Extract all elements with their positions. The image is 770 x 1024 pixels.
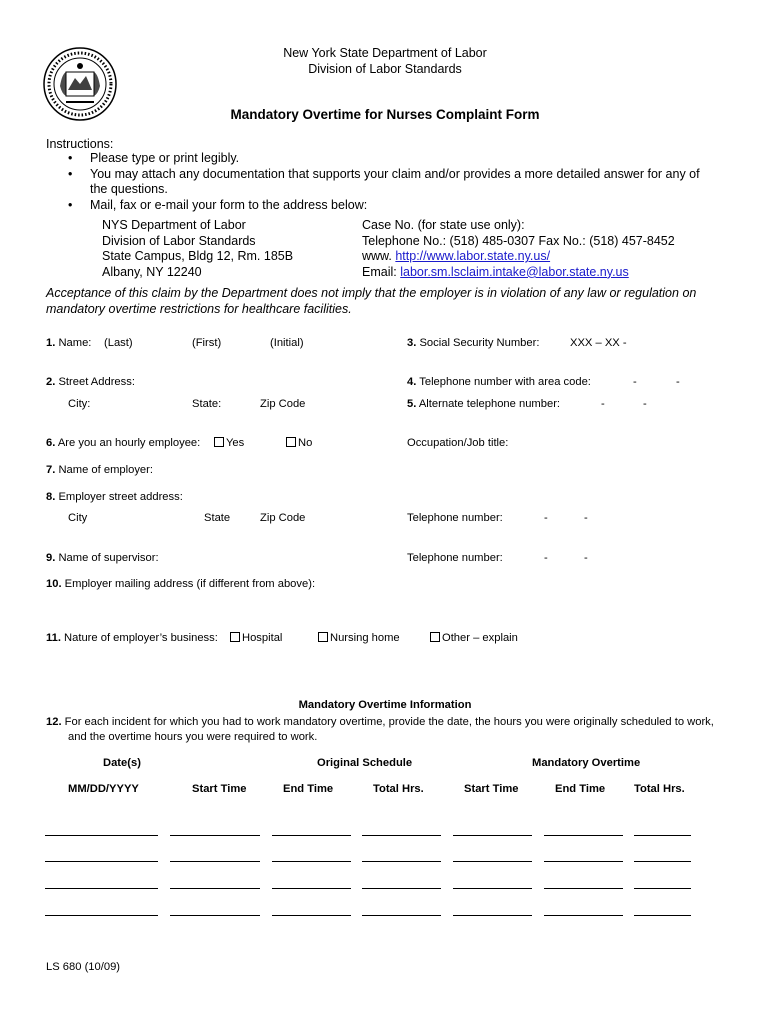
contact-block (362, 218, 675, 280)
q2-zip-label: Zip Code (260, 398, 306, 410)
q3-ssn-value: XXX – XX - (570, 337, 627, 349)
no-checkbox[interactable] (286, 437, 296, 447)
phone-dash: - (601, 398, 605, 410)
overtime-section-heading: Mandatory Overtime Information (298, 699, 472, 711)
group-header-dates: Date(s) (103, 757, 141, 769)
entry-line[interactable] (453, 835, 532, 836)
entry-line[interactable] (272, 888, 351, 889)
col-date: MM/DD/YYYY (68, 783, 139, 795)
col-end-original: End Time (283, 783, 334, 795)
case-number-label: Case No. (for state use only): (362, 218, 525, 232)
q10-mailing-address-label: 10. Employer mailing address (if different from above): (46, 578, 316, 590)
q2-street-label: 2. Street Address: (46, 376, 135, 388)
col-total-mandatory: Total Hrs. (634, 783, 685, 795)
entry-line[interactable] (272, 915, 351, 916)
entry-line[interactable] (272, 861, 351, 862)
q11-nursing-option[interactable]: Nursing home (318, 632, 400, 644)
entry-line[interactable] (170, 861, 260, 862)
entry-line[interactable] (544, 835, 623, 836)
address-line: Division of Labor Standards (102, 233, 256, 248)
entry-line[interactable] (170, 835, 260, 836)
mailing-address (102, 218, 293, 280)
address-line: Albany, NY 12240 (102, 264, 202, 279)
q9-phone-label: Telephone number: (407, 552, 503, 564)
address-line: NYS Department of Labor (102, 218, 246, 232)
other-checkbox[interactable] (430, 632, 440, 642)
instructions-heading: Instructions: (46, 137, 114, 151)
col-start-mandatory: Start Time (464, 783, 519, 795)
acceptance-disclaimer: Acceptance of this claim by the Department does not imply that the employer is in violation of any law or regulation on mandatory overtime restrictions for healthcare facilities. (46, 286, 697, 316)
phone-dash: - (633, 376, 637, 388)
email-link[interactable]: labor.sm.lsclaim.intake@labor.state.ny.us (400, 264, 629, 279)
department-name: New York State Department of Labor (283, 46, 487, 60)
q8-zip-label: Zip Code (260, 512, 306, 524)
phone-dash: - (643, 398, 647, 410)
entry-line[interactable] (634, 861, 691, 862)
entry-line[interactable] (634, 915, 691, 916)
entry-line[interactable] (544, 915, 623, 916)
phone-dash: - (544, 512, 548, 524)
col-start-original: Start Time (192, 783, 247, 795)
instruction-item: • Mail, fax or e-mail your form to the address below: (46, 198, 726, 214)
q11-hospital-option[interactable]: Hospital (230, 632, 282, 644)
yes-checkbox[interactable] (214, 437, 224, 447)
q11-business-label: 11. Nature of employer’s business: (46, 632, 218, 644)
q2-city-label: City: (68, 398, 91, 410)
entry-line[interactable] (453, 915, 532, 916)
division-name: Division of Labor Standards (308, 62, 462, 76)
entry-line[interactable] (544, 888, 623, 889)
entry-line[interactable] (45, 861, 158, 862)
entry-line[interactable] (453, 861, 532, 862)
instruction-item: • Please type or print legibly. (46, 151, 726, 167)
q9-supervisor-label: 9. Name of supervisor: (46, 552, 159, 564)
phone-dash: - (676, 376, 680, 388)
entry-line[interactable] (362, 835, 441, 836)
form-title: Mandatory Overtime for Nurses Complaint Form (230, 107, 540, 122)
phone-dash: - (544, 552, 548, 564)
q6-yes-option[interactable]: Yes (214, 437, 244, 449)
q5-alt-phone-label: 5. Alternate telephone number: (407, 398, 561, 410)
phone-fax-line: Telephone No.: (518) 485-0307 Fax No.: (518) 457-8452 (362, 233, 675, 248)
q4-phone-label: 4. Telephone number with area code: (407, 376, 591, 388)
website-link[interactable]: http://www.labor.state.ny.us/ (395, 249, 551, 264)
q6-hourly-label: 6. Are you an hourly employee: (46, 437, 201, 449)
entry-line[interactable] (544, 861, 623, 862)
q8-city-label: City (68, 512, 88, 524)
q2-state-label: State: (192, 398, 222, 410)
entry-line[interactable] (45, 888, 158, 889)
entry-line[interactable] (170, 915, 260, 916)
q3-ssn-label: 3. Social Security Number: (407, 337, 540, 349)
q1-name-label: 1. Name: (46, 337, 92, 349)
entry-line[interactable] (45, 835, 158, 836)
hospital-checkbox[interactable] (230, 632, 240, 642)
instructions-list (46, 151, 726, 213)
nursing-home-checkbox[interactable] (318, 632, 328, 642)
q12-instructions-cont: and the overtime hours you were required to work. (68, 731, 318, 743)
q8-phone-label: Telephone number: (407, 512, 503, 524)
email-line (362, 265, 675, 281)
group-header-mandatory: Mandatory Overtime (532, 757, 641, 769)
occupation-label: Occupation/Job title: (407, 437, 509, 449)
email-label: Email: (362, 264, 397, 279)
q12-instructions: 12. For each incident for which you had to work mandatory overtime, provide the date, the hours you were originally scheduled to work, (46, 716, 714, 728)
group-header-original: Original Schedule (317, 757, 413, 769)
entry-line[interactable] (634, 888, 691, 889)
phone-dash: - (584, 512, 588, 524)
entry-line[interactable] (170, 888, 260, 889)
phone-dash: - (584, 552, 588, 564)
instruction-item: • You may attach any documentation that supports your claim and/or provides a more detailed answer for any of the questions. (46, 167, 710, 198)
q1-last-label: (Last) (104, 337, 133, 349)
q1-first-label: (First) (192, 337, 222, 349)
form-number: LS 680 (10/09) (46, 961, 121, 973)
entry-line[interactable] (362, 861, 441, 862)
q6-no-option[interactable]: No (286, 437, 312, 449)
col-end-mandatory: End Time (555, 783, 606, 795)
website-line (362, 249, 675, 265)
website-label: www. (362, 249, 392, 264)
q8-state-label: State (204, 512, 231, 524)
entry-line[interactable] (362, 915, 441, 916)
entry-line[interactable] (45, 915, 158, 916)
col-total-original: Total Hrs. (373, 783, 424, 795)
entry-line[interactable] (634, 835, 691, 836)
q8-employer-address-label: 8. Employer street address: (46, 491, 183, 503)
address-line: State Campus, Bldg 12, Rm. 185B (102, 249, 294, 264)
entry-line[interactable] (362, 888, 441, 889)
q7-employer-label: 7. Name of employer: (46, 464, 153, 476)
entry-line[interactable] (272, 835, 351, 836)
entry-line[interactable] (453, 888, 532, 889)
q11-other-option[interactable]: Other – explain (430, 632, 518, 644)
q1-initial-label: (Initial) (270, 337, 304, 349)
